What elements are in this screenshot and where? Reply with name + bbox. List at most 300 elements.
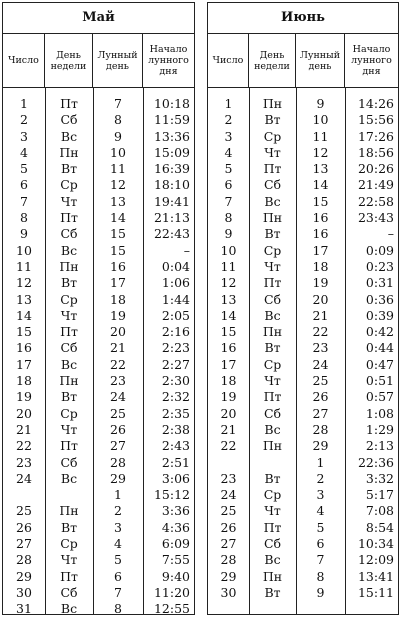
date-cell: 24 [16, 470, 32, 486]
weekday-cell: Пн [59, 258, 79, 274]
may-table [2, 2, 195, 615]
table-row [208, 243, 398, 259]
weekday-cell: Ср [60, 405, 78, 421]
date-cell: 14 [220, 307, 237, 323]
weekday-cell: Пт [60, 324, 78, 340]
lunar-day-cell: 16 [110, 258, 126, 274]
date-cell: 2 [20, 112, 28, 128]
table-row [3, 226, 194, 242]
col-header-weekday: День недели [249, 34, 296, 87]
table-row [3, 96, 194, 112]
date-cell: 8 [224, 210, 233, 226]
table-row [3, 161, 194, 177]
lunar-day-cell: 7 [316, 552, 325, 568]
table-row [3, 536, 194, 552]
date-cell: 6 [224, 177, 233, 193]
lunar-start-cell: 21:13 [153, 210, 190, 226]
lunar-start-cell: 7:08 [365, 503, 394, 519]
date-cell: 3 [20, 128, 28, 144]
lunar-start-cell: 10:18 [153, 96, 190, 111]
weekday-cell: Чт [264, 373, 281, 389]
date-cell: 3 [224, 128, 233, 144]
lunar-start-cell: 3:36 [161, 503, 190, 519]
date-cell: 10 [16, 242, 32, 258]
lunar-day-cell: 23 [110, 373, 126, 389]
date-cell: 17 [16, 356, 32, 372]
weekday-cell: Сб [263, 177, 282, 193]
lunar-day-cell: 20 [312, 291, 329, 307]
date-cell: 10 [220, 242, 237, 258]
lunar-start-cell: 9:40 [161, 568, 190, 584]
lunar-day-cell: 1 [316, 454, 325, 470]
table-row [208, 373, 398, 389]
lunar-day-cell: 9 [114, 128, 122, 144]
date-cell: 16 [16, 340, 32, 356]
lunar-day-cell: 26 [110, 421, 126, 437]
lunar-start-cell: 22:36 [357, 454, 394, 470]
table-row [208, 112, 398, 128]
lunar-day-cell: 4 [114, 536, 122, 552]
date-cell: 13 [16, 291, 32, 307]
weekday-cell: Чт [60, 552, 78, 568]
table-row [208, 177, 398, 193]
lunar-start-cell: 11:59 [153, 112, 190, 128]
date-cell: 12 [16, 275, 32, 291]
table-row [208, 471, 398, 487]
june-header-row [208, 34, 398, 88]
date-cell: 20 [220, 405, 237, 421]
weekday-cell: Сб [60, 340, 78, 356]
date-cell: 28 [220, 552, 237, 568]
date-cell: 19 [16, 389, 32, 405]
table-row [208, 324, 398, 340]
date-cell: 29 [220, 568, 237, 584]
lunar-day-cell: 14 [110, 210, 126, 226]
table-row [3, 520, 194, 536]
lunar-start-cell: 2:35 [161, 405, 190, 421]
date-cell: 6 [20, 177, 28, 193]
weekday-cell: Пт [60, 96, 78, 111]
lunar-start-cell: 18:56 [357, 144, 394, 160]
date-cell: 9 [224, 226, 233, 242]
table-row [208, 389, 398, 405]
weekday-cell: Пт [60, 438, 78, 454]
table-row [3, 373, 194, 389]
lunar-start-cell: 12:09 [357, 552, 394, 568]
lunar-day-cell: 26 [312, 389, 329, 405]
lunar-start-cell: 0:23 [365, 258, 394, 274]
table-row [3, 357, 194, 373]
lunar-day-cell: 13 [312, 161, 329, 177]
lunar-start-cell: 3:32 [365, 470, 394, 486]
weekday-cell: Вт [60, 275, 78, 291]
weekday-cell: Ср [263, 356, 282, 372]
lunar-start-cell: 20:26 [357, 161, 394, 177]
june-title: Июнь [208, 3, 398, 34]
date-cell: 21 [220, 421, 237, 437]
lunar-day-cell: 2 [114, 503, 122, 519]
lunar-day-cell: 4 [316, 503, 325, 519]
lunar-day-cell: 15 [312, 193, 329, 209]
weekday-cell: Чт [60, 421, 78, 437]
weekday-cell: Вс [60, 128, 78, 144]
lunar-start-cell: 15:56 [357, 112, 394, 128]
lunar-day-cell: 23 [312, 340, 329, 356]
lunar-start-cell: 21:49 [357, 177, 394, 193]
weekday-cell: Ср [263, 128, 282, 144]
lunar-day-cell: 7 [114, 96, 122, 111]
weekday-cell: Пт [60, 210, 78, 226]
lunar-day-cell: 19 [312, 275, 329, 291]
lunar-day-cell: 12 [312, 144, 329, 160]
table-row [3, 324, 194, 340]
lunar-start-cell: 13:41 [357, 568, 394, 584]
col-header-date: Число [208, 34, 249, 87]
weekday-cell: Сб [60, 112, 78, 128]
table-row [208, 503, 398, 519]
weekday-cell: Вс [60, 242, 78, 258]
lunar-day-cell: 3 [316, 487, 325, 503]
lunar-start-cell: 1:44 [161, 291, 190, 307]
lunar-start-cell: 15:11 [357, 584, 394, 600]
table-row [208, 585, 398, 601]
weekday-cell: Чт [60, 193, 78, 209]
date-cell: 26 [220, 519, 237, 535]
lunar-day-cell: 10 [110, 144, 126, 160]
lunar-day-cell: 11 [312, 128, 329, 144]
date-cell: 5 [224, 161, 233, 177]
lunar-start-cell: 2:16 [161, 324, 190, 340]
lunar-day-cell: 6 [316, 536, 325, 552]
may-body [3, 88, 194, 615]
date-cell: 9 [20, 226, 28, 242]
date-cell: 12 [220, 275, 237, 291]
june-table [207, 2, 399, 615]
lunar-start-cell: – [183, 242, 190, 258]
date-cell: 23 [220, 470, 237, 486]
table-row [208, 259, 398, 275]
lunar-start-cell: 13:36 [153, 128, 190, 144]
lunar-start-cell: 6:09 [161, 536, 190, 552]
weekday-cell: Ср [263, 487, 282, 503]
lunar-start-cell: 0:42 [365, 324, 394, 340]
lunar-day-cell: 21 [110, 340, 126, 356]
weekday-cell: Сб [263, 405, 282, 421]
lunar-start-cell: 2:30 [161, 373, 190, 389]
table-row [3, 585, 194, 601]
lunar-day-cell: 10 [312, 112, 329, 128]
lunar-start-cell: 1:06 [161, 275, 190, 291]
date-cell: 30 [220, 584, 237, 600]
lunar-day-cell: 1 [114, 487, 122, 503]
weekday-cell: Пн [59, 144, 79, 160]
lunar-start-cell: 0:51 [365, 373, 394, 389]
lunar-day-cell: 8 [114, 601, 122, 617]
table-row [3, 569, 194, 585]
table-row [3, 177, 194, 193]
lunar-start-cell: 14:26 [357, 96, 394, 111]
lunar-day-cell: 16 [312, 210, 329, 226]
lunar-day-cell: 6 [114, 568, 122, 584]
date-cell: 11 [16, 258, 32, 274]
lunar-start-cell: 23:43 [357, 210, 394, 226]
lunar-day-cell: 28 [110, 454, 126, 470]
table-row [208, 520, 398, 536]
lunar-start-cell: 10:34 [357, 536, 394, 552]
table-row [208, 340, 398, 356]
weekday-cell: Вс [60, 470, 78, 486]
weekday-cell: Сб [263, 291, 282, 307]
table-row [208, 455, 398, 471]
weekday-cell: Сб [60, 584, 78, 600]
table-row [3, 292, 194, 308]
lunar-day-cell: 3 [114, 519, 122, 535]
lunar-start-cell: 7:55 [161, 552, 190, 568]
table-row [3, 340, 194, 356]
lunar-day-cell: 9 [316, 96, 325, 111]
lunar-start-cell: 0:36 [365, 291, 394, 307]
table-row [208, 536, 398, 552]
date-cell: 15 [16, 324, 32, 340]
lunar-start-cell: 12:55 [153, 601, 190, 617]
date-cell: 14 [16, 307, 32, 323]
date-cell: 7 [20, 193, 28, 209]
weekday-cell: Сб [60, 226, 78, 242]
date-cell: 8 [20, 210, 28, 226]
lunar-day-cell: 16 [312, 226, 329, 242]
table-row [3, 275, 194, 291]
lunar-day-cell: 17 [312, 242, 329, 258]
date-cell [208, 455, 249, 471]
date-cell: 4 [20, 144, 28, 160]
weekday-cell: Чт [264, 258, 281, 274]
weekday-cell: Вс [60, 601, 78, 617]
col-header-lunar-start: Начало лунного дня [148, 44, 189, 77]
lunar-start-cell: 16:39 [153, 161, 190, 177]
weekday-cell: Пт [263, 161, 282, 177]
table-row [208, 406, 398, 422]
lunar-start-cell: 15:12 [153, 487, 190, 503]
lunar-start-cell: 8:54 [365, 519, 394, 535]
lunar-day-cell: 9 [316, 584, 325, 600]
lunar-start-cell: 2:05 [161, 307, 190, 323]
table-row [3, 308, 194, 324]
table-row [208, 552, 398, 568]
date-cell: 16 [220, 340, 237, 356]
weekday-cell: Вс [264, 193, 281, 209]
weekday-cell: Сб [60, 454, 78, 470]
date-cell: 18 [16, 373, 32, 389]
lunar-start-cell: 15:09 [153, 144, 190, 160]
weekday-cell: Пн [59, 503, 79, 519]
lunar-start-cell: 18:10 [153, 177, 190, 193]
col-header-lunar-start: Начало лунного дня [351, 44, 392, 77]
weekday-cell: Вт [264, 584, 281, 600]
weekday-cell: Вс [264, 307, 281, 323]
weekday-cell: Пт [263, 275, 282, 291]
lunar-day-cell: 19 [110, 307, 126, 323]
date-cell: 18 [220, 373, 237, 389]
table-row [208, 210, 398, 226]
table-row [3, 406, 194, 422]
weekday-cell: Вт [60, 389, 78, 405]
lunar-day-cell: 24 [110, 389, 126, 405]
date-cell: 2 [224, 112, 233, 128]
lunar-start-cell: 0:57 [365, 389, 394, 405]
june-rows [208, 96, 398, 601]
lunar-day-cell: 27 [110, 438, 126, 454]
date-cell: 19 [220, 389, 237, 405]
table-row [3, 455, 194, 471]
table-row [208, 308, 398, 324]
lunar-start-cell: 2:27 [161, 356, 190, 372]
may-rows [3, 96, 194, 618]
lunar-day-cell: 15 [110, 242, 126, 258]
lunar-day-cell: 28 [312, 421, 329, 437]
table-row [208, 569, 398, 585]
weekday-cell: Пн [262, 96, 283, 111]
lunar-start-cell: 0:09 [365, 242, 394, 258]
lunar-day-cell: 8 [316, 568, 325, 584]
lunar-day-cell: 14 [312, 177, 329, 193]
lunar-start-cell: 3:06 [161, 470, 190, 486]
date-cell: 11 [220, 258, 237, 274]
weekday-cell: Пн [262, 438, 283, 454]
table-row [3, 487, 194, 503]
lunar-start-cell: 22:43 [153, 226, 190, 242]
weekday-cell: Пн [262, 210, 283, 226]
date-cell: 26 [16, 519, 32, 535]
date-cell: 25 [220, 503, 237, 519]
lunar-start-cell: 2:23 [161, 340, 190, 356]
date-cell: 31 [16, 601, 32, 617]
table-row [208, 357, 398, 373]
lunar-start-cell: 1:08 [365, 405, 394, 421]
lunar-day-cell: 27 [312, 405, 329, 421]
weekday-cell [249, 455, 296, 471]
col-header-date: Число [3, 34, 45, 87]
lunar-start-cell: 22:58 [357, 193, 394, 209]
weekday-cell: Пт [263, 389, 282, 405]
weekday-cell: Вт [264, 470, 281, 486]
date-cell: 30 [16, 584, 32, 600]
may-header-row [3, 34, 194, 88]
table-row [208, 487, 398, 503]
weekday-cell: Ср [60, 291, 78, 307]
weekday-cell: Пт [60, 568, 78, 584]
lunar-start-cell: 0:39 [365, 307, 394, 323]
table-row [3, 129, 194, 145]
date-cell: 13 [220, 291, 237, 307]
weekday-cell: Вт [264, 340, 281, 356]
lunar-day-cell: 5 [316, 519, 325, 535]
table-row [208, 129, 398, 145]
weekday-cell: Вс [264, 552, 281, 568]
lunar-day-cell: 21 [312, 307, 329, 323]
col-header-weekday: День недели [45, 34, 93, 87]
weekday-cell: Чт [60, 307, 78, 323]
date-cell: 27 [220, 536, 237, 552]
table-row [3, 145, 194, 161]
date-cell: 25 [16, 503, 32, 519]
weekday-cell: Пн [59, 373, 79, 389]
date-cell: 23 [16, 454, 32, 470]
table-row [208, 422, 398, 438]
col-header-lunar-day: Лунный день [93, 34, 143, 87]
date-cell: 1 [20, 96, 28, 111]
weekday-cell: Вт [264, 112, 281, 128]
date-cell: 22 [16, 438, 32, 454]
table-row [3, 503, 194, 519]
date-cell: 24 [220, 487, 237, 503]
date-cell: 21 [16, 421, 32, 437]
weekday-cell: Вс [60, 356, 78, 372]
lunar-start-cell: 1:29 [365, 421, 394, 437]
date-cell: 4 [224, 144, 233, 160]
table-row [208, 161, 398, 177]
lunar-start-cell: 2:51 [161, 454, 190, 470]
date-cell: 17 [220, 356, 237, 372]
june-body [208, 88, 398, 615]
lunar-day-cell: 22 [110, 356, 126, 372]
weekday-cell: Вт [60, 519, 78, 535]
table-row [3, 210, 194, 226]
table-row [208, 145, 398, 161]
lunar-day-cell: 29 [312, 438, 329, 454]
table-row [3, 259, 194, 275]
table-row [3, 243, 194, 259]
lunar-start-cell: 2:38 [161, 421, 190, 437]
lunar-day-cell: 11 [110, 161, 126, 177]
col-header-lunar-day: Лунный день [296, 34, 345, 87]
lunar-start-cell: – [387, 226, 394, 242]
table-row [3, 194, 194, 210]
table-row [3, 601, 194, 617]
lunar-start-cell: 2:13 [365, 438, 394, 454]
weekday-cell: Пт [263, 519, 282, 535]
table-row [3, 438, 194, 454]
weekday-cell: Чт [264, 144, 281, 160]
lunar-start-cell: 0:31 [365, 275, 394, 291]
lunar-start-cell: 17:26 [357, 128, 394, 144]
weekday-cell: Пн [262, 324, 283, 340]
table-row [3, 552, 194, 568]
date-cell [3, 487, 45, 503]
lunar-day-cell: 7 [114, 584, 122, 600]
date-cell: 5 [20, 161, 28, 177]
lunar-start-cell: 4:36 [161, 519, 190, 535]
lunar-start-cell: 0:47 [365, 356, 394, 372]
weekday-cell: Пн [262, 568, 283, 584]
date-cell: 7 [224, 193, 233, 209]
weekday-cell: Чт [264, 503, 281, 519]
lunar-day-cell: 24 [312, 356, 329, 372]
date-cell: 28 [16, 552, 32, 568]
lunar-day-cell: 18 [312, 258, 329, 274]
weekday-cell: Вт [264, 226, 281, 242]
table-row [208, 96, 398, 112]
table-row [208, 226, 398, 242]
lunar-day-cell: 8 [114, 112, 122, 128]
weekday-cell: Ср [263, 242, 282, 258]
lunar-day-cell: 29 [110, 470, 126, 486]
lunar-start-cell: 0:44 [365, 340, 394, 356]
lunar-day-cell: 22 [312, 324, 329, 340]
lunar-start-cell: 0:04 [161, 258, 190, 274]
weekday-cell [45, 487, 93, 503]
table-row [208, 194, 398, 210]
lunar-start-cell: 2:43 [161, 438, 190, 454]
